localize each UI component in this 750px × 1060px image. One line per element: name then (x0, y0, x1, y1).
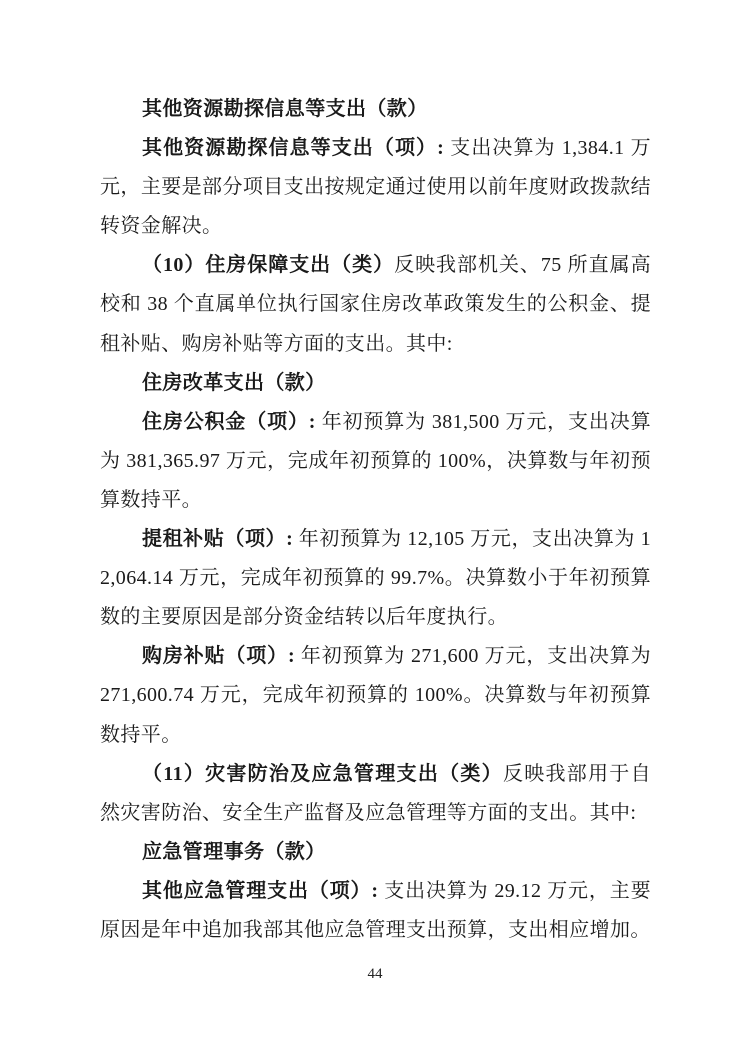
paragraph-text: 年初预算为 381,500 万元，支出决算为 381,365.97 万元，完成年初预算的 100%，决算数与年初预算数持平。 (100, 410, 651, 511)
paragraph-heading: （10）住房保障支出（类） (142, 254, 395, 277)
paragraph-housing-fund-xiang (100, 403, 651, 520)
paragraph-heading: 其他资源勘探信息等支出（项）: (142, 137, 445, 160)
paragraph-heading: 提租补贴（项）: (142, 528, 294, 551)
paragraph-text: 反映我部机关、75 所直属高校和 38 个直属单位执行国家住房改革政策发生的公积金、提租补贴、购房补贴等方面的支出。其中: (100, 254, 652, 355)
paragraph-heading: （11）灾害防治及应急管理支出（类） (142, 762, 503, 785)
document-body (100, 90, 651, 950)
paragraph-text: 年初预算为 12,105 万元，支出决算为 12,064.14 万元，完成年初预算的 99.7%。决算数小于年初预算数的主要原因是部分资金结转以后年度执行。 (100, 528, 651, 629)
paragraph-other-emergency-xiang (100, 872, 651, 950)
paragraph-text: 支出决算为 1,384.1 万元，主要是部分项目支出按规定通过使用以前年度财政拨款结转资金解决。 (100, 137, 651, 238)
paragraph-heading: 住房公积金（项）: (142, 410, 316, 433)
paragraph-heading: 住房改革支出（款） (142, 371, 326, 394)
paragraph-emergency-affairs-kuan (100, 833, 651, 872)
paragraph-other-resource-exploration-xiang (100, 129, 651, 246)
page-number: 44 (367, 966, 383, 982)
paragraph-housing-reform-kuan (100, 364, 651, 403)
paragraph-disaster-emergency-lei (100, 755, 651, 833)
paragraph-heading: 其他资源勘探信息等支出（款） (142, 98, 428, 120)
paragraph-text: 支出决算为 29.12 万元，主要原因是年中追加我部其他应急管理支出预算，支出相应增加。 (100, 879, 651, 941)
paragraph-purchase-subsidy-xiang (100, 637, 651, 754)
paragraph-heading: 购房补贴（项）: (142, 645, 296, 668)
paragraph-rent-subsidy-xiang (100, 520, 651, 637)
paragraph-other-resource-exploration-kuan (100, 90, 651, 129)
paragraph-text: 反映我部用于自然灾害防治、安全生产监督及应急管理等方面的支出。其中: (100, 762, 651, 824)
paragraph-text: 年初预算为 271,600 万元，支出决算为 271,600.74 万元，完成年初预算的 100%。决算数与年初预算数持平。 (100, 645, 651, 746)
paragraph-heading: 其他应急管理支出（项）: (142, 879, 379, 902)
paragraph-heading: 应急管理事务（款） (142, 840, 326, 863)
paragraph-housing-security-lei (100, 246, 651, 363)
